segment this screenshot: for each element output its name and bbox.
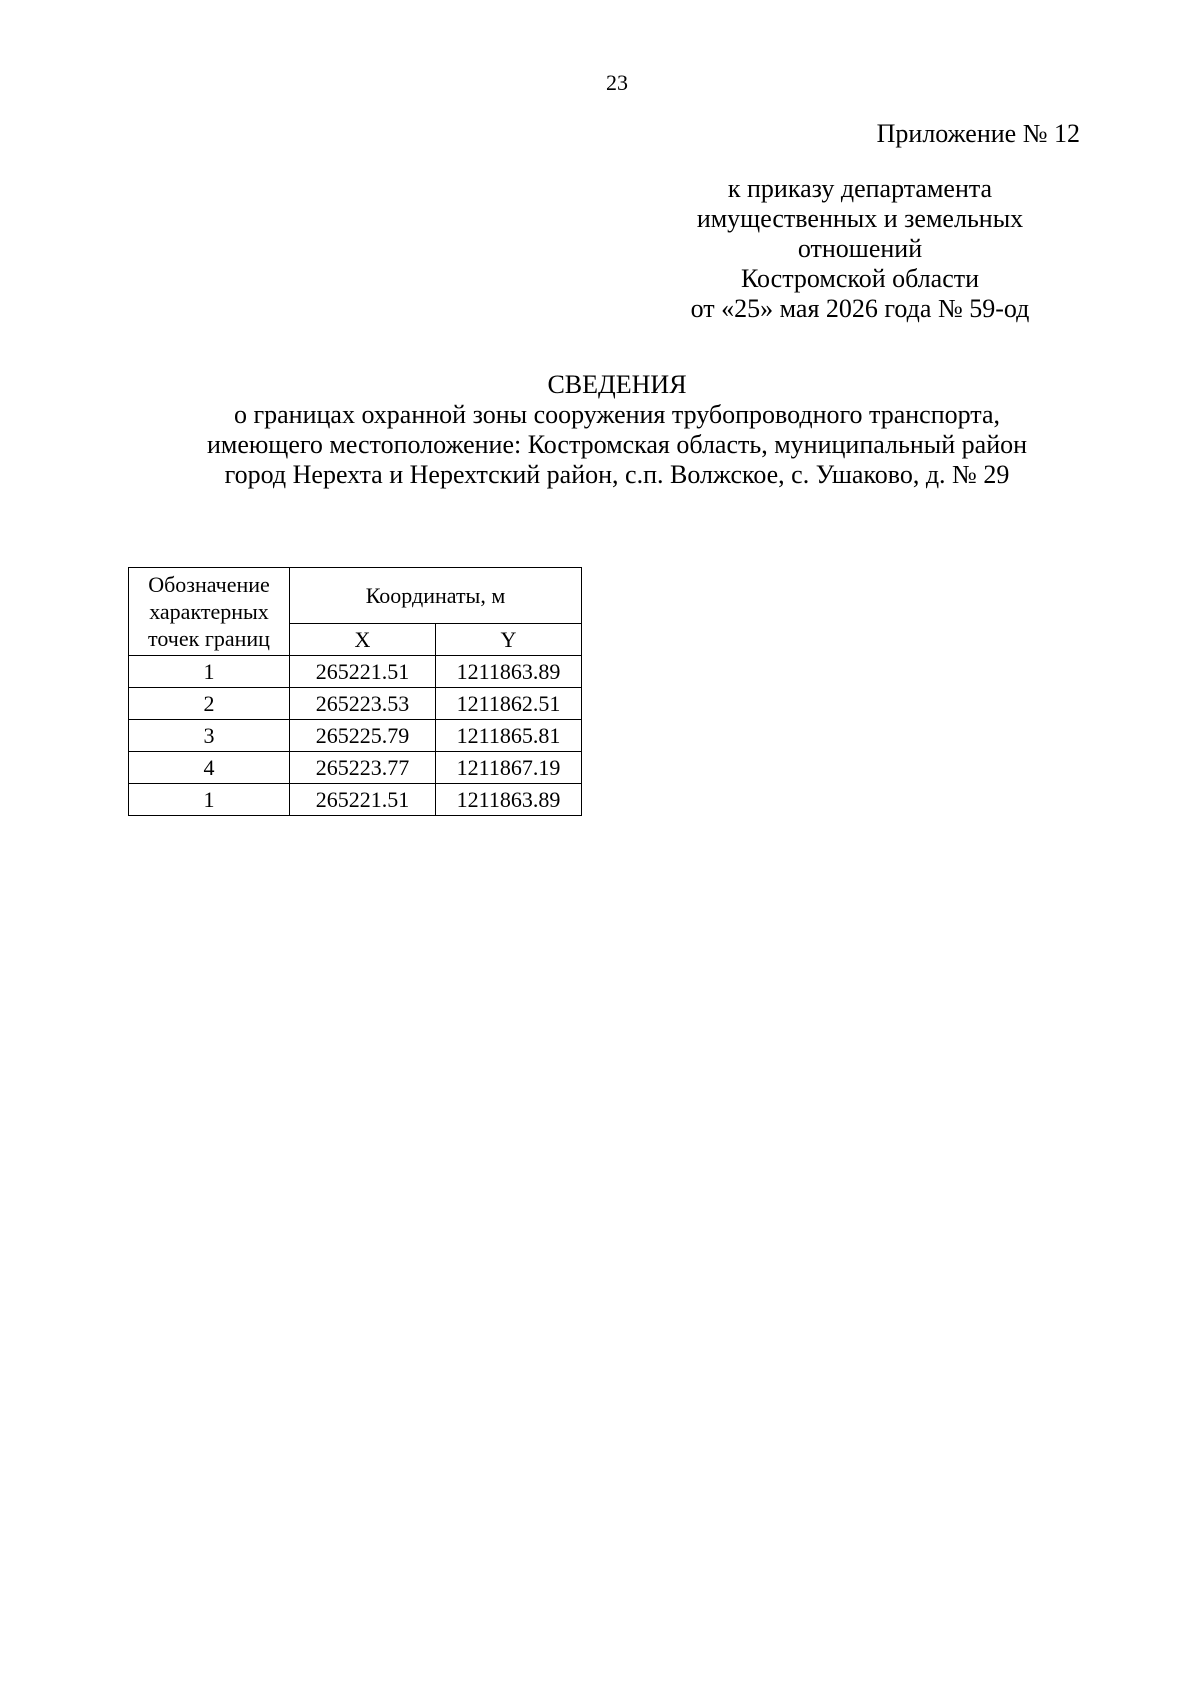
y-cell: 1211867.19 (436, 752, 582, 784)
y-cell: 1211863.89 (436, 656, 582, 688)
order-line: имущественных и земельных (696, 204, 1024, 233)
x-cell: 265225.79 (290, 720, 436, 752)
y-cell: 1211863.89 (436, 784, 582, 816)
y-cell: 1211865.81 (436, 720, 582, 752)
appendix-title: Приложение № 12 (876, 119, 1080, 148)
point-cell: 3 (129, 720, 290, 752)
x-cell: 265223.77 (290, 752, 436, 784)
order-line: к приказу департамента (727, 174, 993, 203)
x-header: X (290, 624, 436, 656)
x-cell: 265221.51 (290, 784, 436, 816)
table-row (129, 656, 582, 688)
table-row (129, 752, 582, 784)
y-cell: 1211862.51 (436, 688, 582, 720)
point-header-line: Обозначение (148, 572, 270, 597)
document-title: СВЕДЕНИЯ (547, 370, 687, 399)
point-header-line: характерных (149, 599, 269, 624)
heading-line: город Нерехта и Нерехтский район, с.п. Волжское, с. Ушаково, д. № 29 (224, 460, 1010, 489)
point-cell: 1 (129, 656, 290, 688)
x-cell: 265223.53 (290, 688, 436, 720)
point-cell: 4 (129, 752, 290, 784)
point-header (129, 568, 290, 656)
page-number: 23 (606, 70, 628, 95)
table-row (129, 688, 582, 720)
document-heading (0, 370, 1200, 490)
point-cell: 1 (129, 784, 290, 816)
order-reference (630, 174, 1090, 324)
order-line: отношений (797, 234, 923, 263)
point-cell: 2 (129, 688, 290, 720)
x-cell: 265221.51 (290, 656, 436, 688)
point-header-line: точек границ (148, 626, 270, 651)
heading-line: о границах охранной зоны сооружения трубопроводного транспорта, (233, 400, 1001, 429)
coordinates-header: Координаты, м (290, 568, 582, 624)
order-line: от «25» мая 2026 года № 59-од (690, 294, 1030, 323)
table-row (129, 784, 582, 816)
y-header: Y (436, 624, 582, 656)
table-row (129, 720, 582, 752)
coordinates-table (128, 567, 582, 816)
order-line: Костромской области (740, 264, 980, 293)
heading-line: имеющего местоположение: Костромская область, муниципальный район (206, 430, 1028, 459)
